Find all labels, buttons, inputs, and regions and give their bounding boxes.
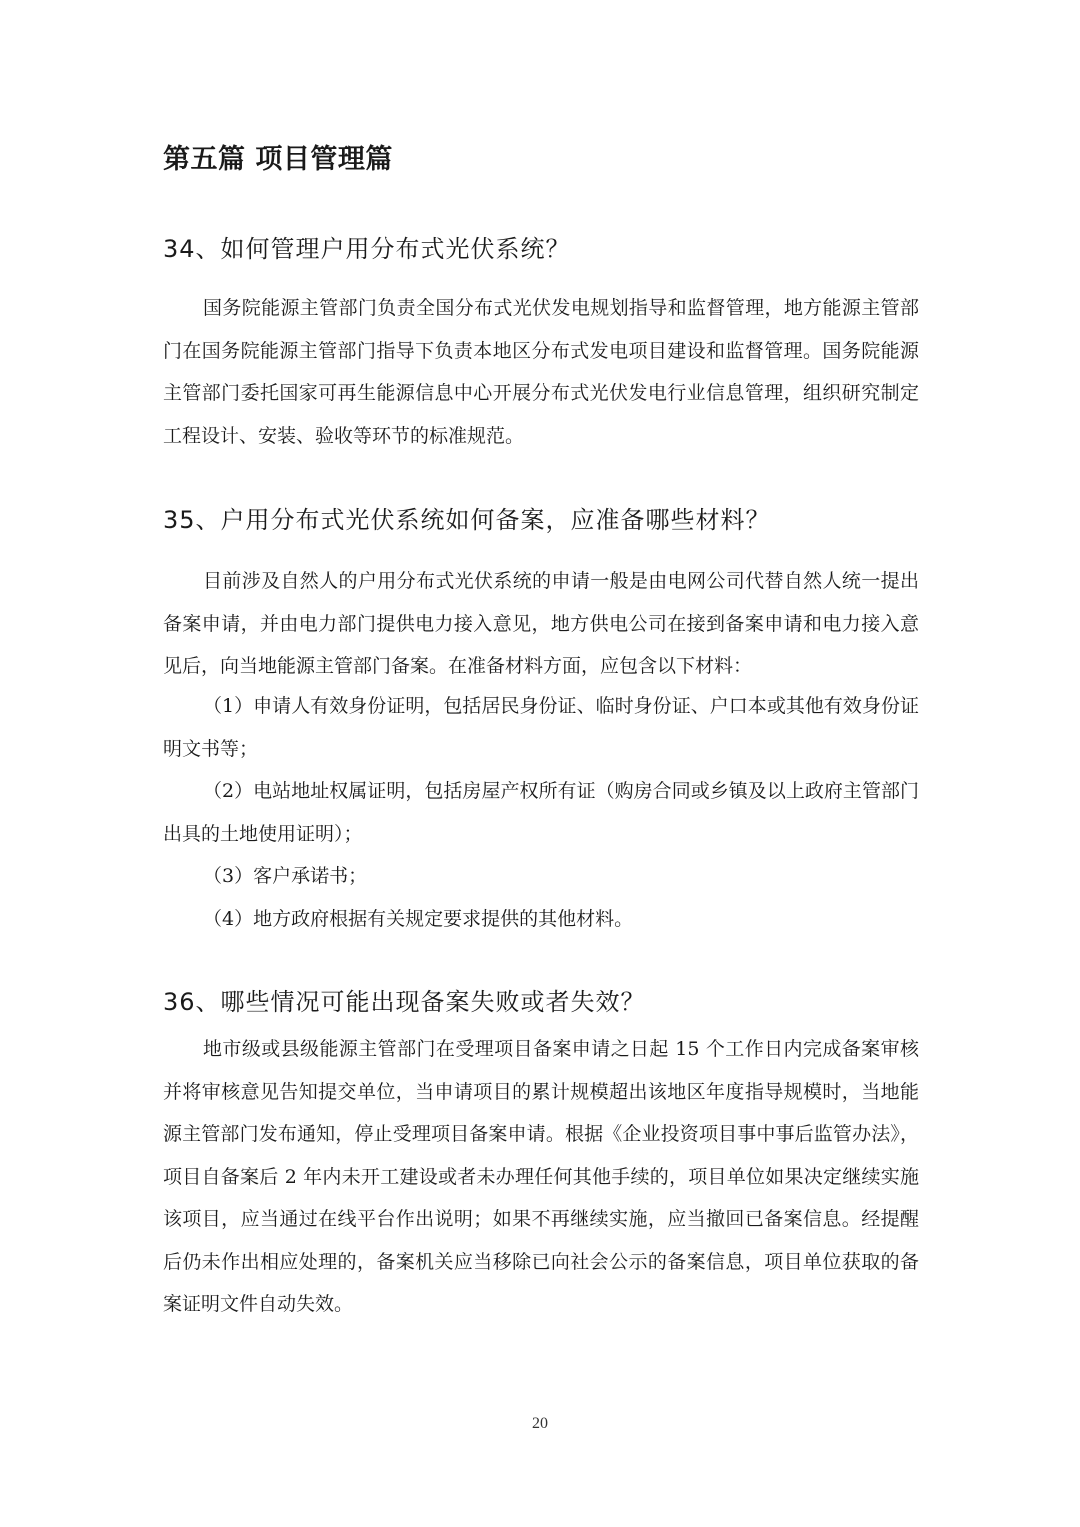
section-34-paragraph: 国务院能源主管部门负责全国分布式光伏发电规划指导和监督管理，地方能源主管部门在国务院能源主管部门指导下负责本地区分布式发电项目建设和监督管理。国务院能源主管部门委托国家可再生能源信息中心开展分布式光伏发电行业信息管理，组织研究制定工程设计、安装、验收等环节的标准规范。 — [163, 297, 919, 447]
section-34-title: 34、如何管理户用分布式光伏系统？ — [163, 235, 571, 263]
page-number: 20 — [532, 1415, 548, 1432]
part-title: 第五篇 项目管理篇 — [163, 144, 393, 175]
list-item: （2）电站地址权属证明，包括房屋产权所有证（购房合同或乡镇及以上政府主管部门出具的土地使用证明）； — [163, 780, 919, 845]
list-item: （4）地方政府根据有关规定要求提供的其他材料。 — [203, 908, 634, 930]
section-35-title: 35、户用分布式光伏系统如何备案，应准备哪些材料？ — [163, 506, 771, 534]
section-36-title: 36、哪些情况可能出现备案失败或者失效？ — [163, 988, 646, 1016]
section-36-paragraph: 地市级或县级能源主管部门在受理项目备案申请之日起 15 个工作日内完成备案审核并将审核意见告知提交单位，当申请项目的累计规模超出该地区年度指导规模时，当地能源主管部门发布通知，停止受理项目备案申请。根据《企业投资项目事中事后监管办法》，项目自备案后 2 年内未开工建设或者未办理任何其他手续的，项目单位如果决定继续实施该项目，应当通过在线平台作出说明；如果不再继续实施，应当撤回已备案信息。经提醒后仍未作出相应处理的，备案机关应当移除已向社会公示的备案信息，项目单位获取的备案证明文件自动失效。 — [163, 1038, 919, 1315]
list-item: （3）客户承诺书； — [203, 865, 368, 887]
section-35-paragraph: 目前涉及自然人的户用分布式光伏系统的申请一般是由电网公司代替自然人统一提出备案申请，并由电力部门提供电力接入意见，地方供电公司在接到备案申请和电力接入意见后，向当地能源主管部门备案。在准备材料方面，应包含以下材料： — [163, 570, 919, 677]
list-item: （1）申请人有效身份证明，包括居民身份证、临时身份证、户口本或其他有效身份证明文书等； — [163, 695, 919, 760]
